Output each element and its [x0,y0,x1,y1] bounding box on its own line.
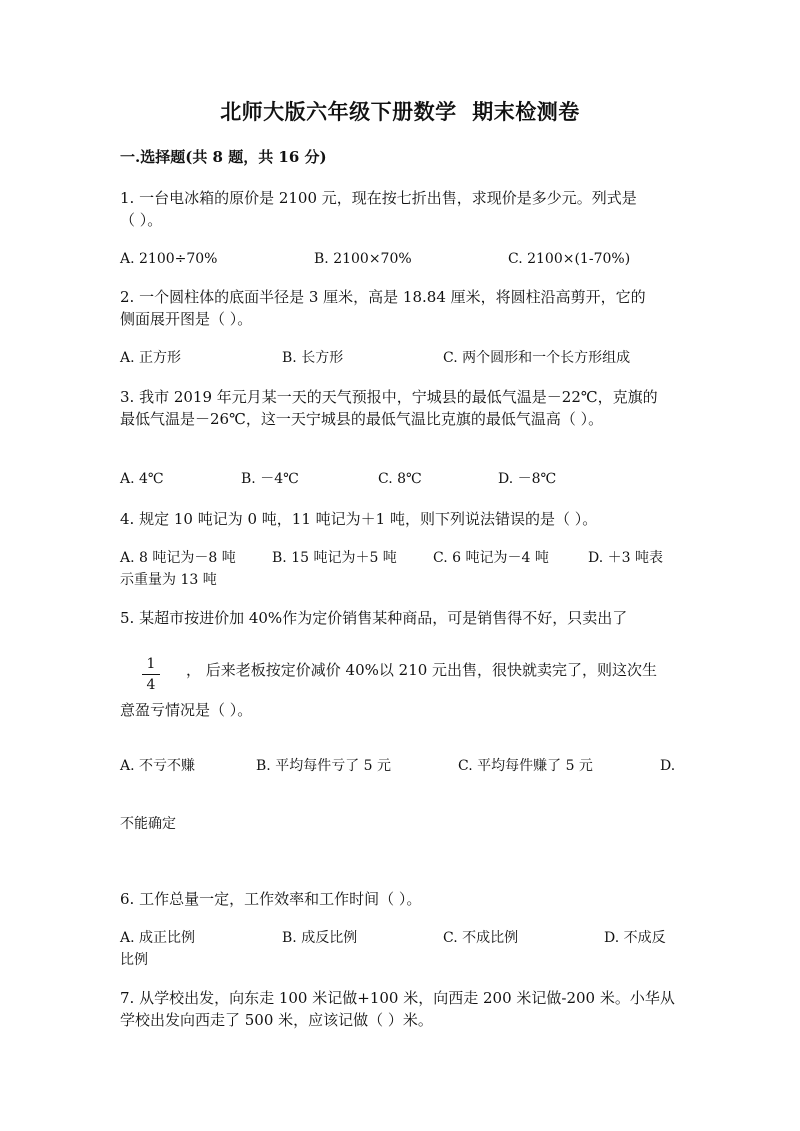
question-5-option-b: B. 平均每件亏了 5 元 [256,758,391,774]
question-5-option-c: C. 平均每件赚了 5 元 [458,758,593,774]
fraction-denominator: 4 [146,677,156,693]
question-5-option-d: D. [660,758,676,774]
question-3-option-a: A. 4℃ [120,471,164,487]
question-4-option-d: D. ＋3 吨表 [588,550,663,566]
fraction-numerator: 1 [142,656,160,675]
question-3-option-b: B. －4℃ [241,471,299,487]
question-5-option-a: A. 不亏不赚 [120,758,196,774]
question-5-option-d-continuation: 不能确定 [120,816,176,832]
fraction-one-quarter [142,656,160,693]
question-4-option-a: A. 8 吨记为－8 吨 [120,550,236,566]
question-6-option-d-continuation: 比例 [120,952,148,968]
question-6-option-c: C. 不成比例 [443,930,519,946]
question-2-option-a: A. 正方形 [120,350,182,366]
question-4-text-line-1: 4. 规定 10 吨记为 0 吨，11 吨记为＋1 吨，则下列说法错误的是（ ）。 [120,510,598,528]
question-5-text-line-1: 5. 某超市按进价加 40%作为定价销售某种商品，可是销售得不好，只卖出了 [120,609,628,627]
question-2-option-c: C. 两个圆形和一个长方形组成 [443,350,631,366]
question-1-text-line-1: 1. 一台电冰箱的原价是 2100 元，现在按七折出售，求现价是多少元。列式是 [120,189,637,207]
question-5-text-line-3: 意盈亏情况是（ ）。 [120,701,253,719]
question-4-option-c: C. 6 吨记为－4 吨 [433,550,549,566]
question-7-text-line-2: 学校出发向西走了 500 米，应该记做（ ）米。 [120,1011,433,1029]
question-7-text-line-1: 7. 从学校出发，向东走 100 米记做+100 米，向西走 200 米记做-200 米。小华从 [120,989,675,1007]
question-3-option-c: C. 8℃ [378,471,422,487]
question-6-option-a: A. 成正比例 [120,930,196,946]
question-1-option-c: C. 2100×(1-70%) [508,251,631,267]
question-6-option-b: B. 成反比例 [282,930,358,946]
question-4-option-d-continuation: 示重量为 13 吨 [120,572,217,588]
question-2-option-b: B. 长方形 [282,350,344,366]
question-3-text-line-1: 3. 我市 2019 年元月某一天的天气预报中，宁城县的最低气温是－22℃，克旗的 [120,388,658,406]
question-4-option-b: B. 15 吨记为＋5 吨 [272,550,397,566]
question-6-text-line-1: 6. 工作总量一定，工作效率和工作时间（ ）。 [120,890,422,908]
section-heading: 一.选择题(共 8 题，共 16 分) [120,148,327,166]
question-6-option-d: D. 不成反 [604,930,666,946]
question-2-text-line-1: 2. 一个圆柱体的底面半径是 3 厘米，高是 18.84 厘米，将圆柱沿高剪开，它的 [120,288,646,306]
question-5-text-line-2: ， 后来老板按定价减价 40%以 210 元出售，很快就卖完了，则这次生 [186,661,658,679]
question-2-text-line-2: 侧面展开图是（ ）。 [120,310,253,328]
page-title: 北师大版六年级下册数学 期末检测卷 [220,99,580,124]
question-1-option-a: A. 2100÷70% [120,251,218,267]
question-1-text-line-2: （ ）。 [120,211,163,229]
question-3-option-d: D. －8℃ [498,471,557,487]
question-3-text-line-2: 最低气温是－26℃，这一天宁城县的最低气温比克旗的最低气温高（ ）。 [120,410,604,428]
question-1-option-b: B. 2100×70% [314,251,412,267]
